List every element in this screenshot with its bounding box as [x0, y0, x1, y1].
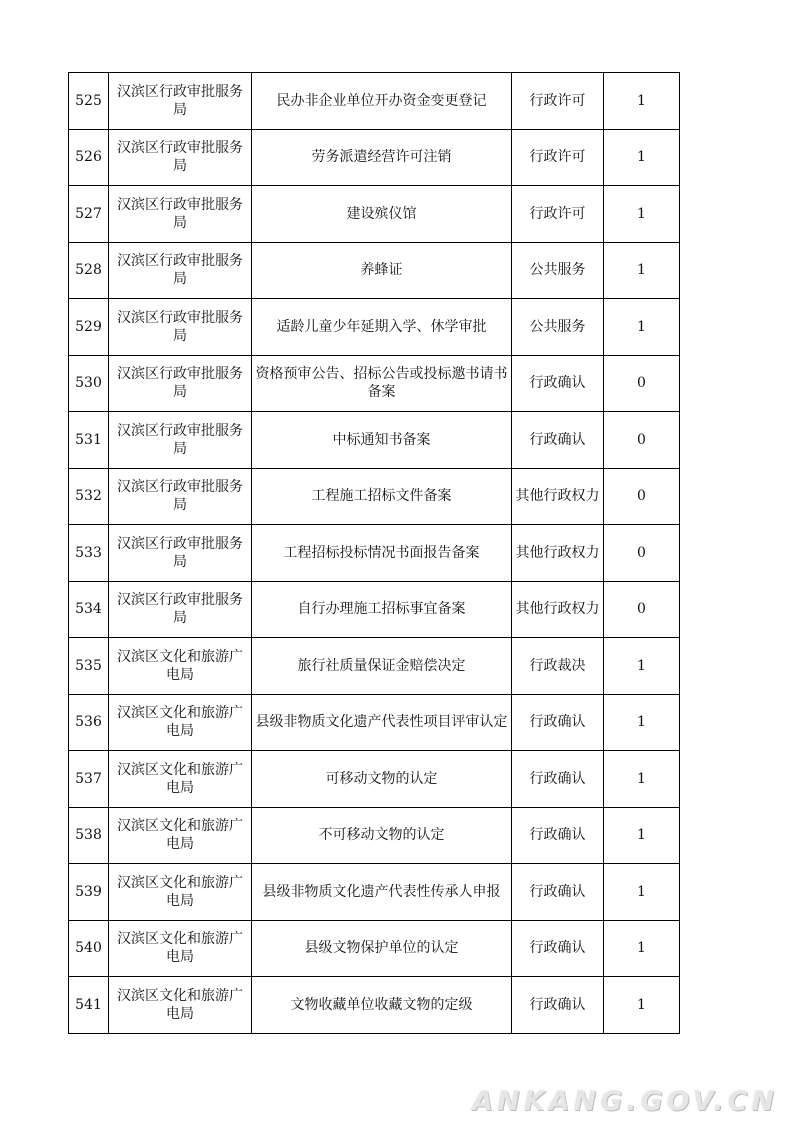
row-number-cell: 527	[69, 186, 109, 243]
count-cell: 1	[604, 807, 680, 864]
table-row	[69, 129, 680, 186]
item-name-cell: 适龄儿童少年延期入学、休学审批	[252, 299, 512, 356]
item-type-cell: 行政确认	[512, 977, 604, 1034]
department-cell: 汉滨区行政审批服务局	[109, 581, 252, 638]
item-type-cell: 行政许可	[512, 73, 604, 130]
row-number-cell: 538	[69, 807, 109, 864]
row-number-cell: 541	[69, 977, 109, 1034]
count-cell: 1	[604, 920, 680, 977]
item-name-cell: 养蜂证	[252, 242, 512, 299]
item-type-cell: 其他行政权力	[512, 468, 604, 525]
table-row	[69, 694, 680, 751]
department-cell: 汉滨区文化和旅游广电局	[109, 638, 252, 695]
count-cell: 1	[604, 129, 680, 186]
table-row	[69, 299, 680, 356]
department-cell: 汉滨区文化和旅游广电局	[109, 694, 252, 751]
row-number-cell: 534	[69, 581, 109, 638]
row-number-cell: 528	[69, 242, 109, 299]
table-row	[69, 807, 680, 864]
item-name-cell: 工程施工招标文件备案	[252, 468, 512, 525]
row-number-cell: 532	[69, 468, 109, 525]
item-type-cell: 行政确认	[512, 751, 604, 808]
row-number-cell: 540	[69, 920, 109, 977]
item-type-cell: 行政确认	[512, 864, 604, 921]
item-type-cell: 公共服务	[512, 299, 604, 356]
item-type-cell: 行政确认	[512, 694, 604, 751]
count-cell: 1	[604, 73, 680, 130]
item-type-cell: 其他行政权力	[512, 581, 604, 638]
department-cell: 汉滨区行政审批服务局	[109, 299, 252, 356]
count-cell: 0	[604, 525, 680, 582]
department-cell: 汉滨区行政审批服务局	[109, 73, 252, 130]
item-name-cell: 资格预审公告、招标公告或投标邀书请书备案	[252, 355, 512, 412]
count-cell: 0	[604, 355, 680, 412]
count-cell: 0	[604, 581, 680, 638]
table-row	[69, 412, 680, 469]
item-name-cell: 建设殡仪馆	[252, 186, 512, 243]
row-number-cell: 536	[69, 694, 109, 751]
count-cell: 1	[604, 977, 680, 1034]
item-type-cell: 行政确认	[512, 412, 604, 469]
count-cell: 1	[604, 864, 680, 921]
table-row	[69, 638, 680, 695]
department-cell: 汉滨区行政审批服务局	[109, 412, 252, 469]
item-type-cell: 行政裁决	[512, 638, 604, 695]
row-number-cell: 531	[69, 412, 109, 469]
item-type-cell: 行政确认	[512, 355, 604, 412]
department-cell: 汉滨区文化和旅游广电局	[109, 920, 252, 977]
table-row	[69, 468, 680, 525]
table-row	[69, 73, 680, 130]
department-cell: 汉滨区行政审批服务局	[109, 242, 252, 299]
item-name-cell: 工程招标投标情况书面报告备案	[252, 525, 512, 582]
item-name-cell: 不可移动文物的认定	[252, 807, 512, 864]
department-cell: 汉滨区行政审批服务局	[109, 468, 252, 525]
department-cell: 汉滨区文化和旅游广电局	[109, 977, 252, 1034]
item-name-cell: 县级非物质文化遗产代表性传承人申报	[252, 864, 512, 921]
count-cell: 0	[604, 412, 680, 469]
count-cell: 1	[604, 299, 680, 356]
table-row	[69, 977, 680, 1034]
row-number-cell: 529	[69, 299, 109, 356]
item-name-cell: 可移动文物的认定	[252, 751, 512, 808]
table-row	[69, 864, 680, 921]
item-type-cell: 其他行政权力	[512, 525, 604, 582]
item-name-cell: 旅行社质量保证金赔偿决定	[252, 638, 512, 695]
count-cell: 1	[604, 242, 680, 299]
site-watermark: ANKANG.GOV.CN	[472, 1086, 778, 1117]
department-cell: 汉滨区行政审批服务局	[109, 129, 252, 186]
item-name-cell: 民办非企业单位开办资金变更登记	[252, 73, 512, 130]
department-cell: 汉滨区行政审批服务局	[109, 355, 252, 412]
item-type-cell: 行政确认	[512, 920, 604, 977]
count-cell: 0	[604, 468, 680, 525]
row-number-cell: 525	[69, 73, 109, 130]
table-row	[69, 242, 680, 299]
items-table	[68, 72, 680, 1034]
row-number-cell: 535	[69, 638, 109, 695]
table-row	[69, 581, 680, 638]
item-type-cell: 公共服务	[512, 242, 604, 299]
table-body	[69, 73, 680, 1034]
count-cell: 1	[604, 638, 680, 695]
item-name-cell: 劳务派遣经营许可注销	[252, 129, 512, 186]
table-row	[69, 525, 680, 582]
table-row	[69, 751, 680, 808]
count-cell: 1	[604, 694, 680, 751]
department-cell: 汉滨区文化和旅游广电局	[109, 807, 252, 864]
table-row	[69, 186, 680, 243]
item-name-cell: 县级非物质文化遗产代表性项目评审认定	[252, 694, 512, 751]
table-row	[69, 355, 680, 412]
count-cell: 1	[604, 751, 680, 808]
row-number-cell: 533	[69, 525, 109, 582]
count-cell: 1	[604, 186, 680, 243]
item-type-cell: 行政许可	[512, 186, 604, 243]
item-name-cell: 县级文物保护单位的认定	[252, 920, 512, 977]
row-number-cell: 530	[69, 355, 109, 412]
department-cell: 汉滨区文化和旅游广电局	[109, 864, 252, 921]
item-type-cell: 行政许可	[512, 129, 604, 186]
item-type-cell: 行政确认	[512, 807, 604, 864]
department-cell: 汉滨区行政审批服务局	[109, 525, 252, 582]
item-name-cell: 中标通知书备案	[252, 412, 512, 469]
item-name-cell: 文物收藏单位收藏文物的定级	[252, 977, 512, 1034]
table-row	[69, 920, 680, 977]
row-number-cell: 526	[69, 129, 109, 186]
row-number-cell: 539	[69, 864, 109, 921]
row-number-cell: 537	[69, 751, 109, 808]
department-cell: 汉滨区文化和旅游广电局	[109, 751, 252, 808]
department-cell: 汉滨区行政审批服务局	[109, 186, 252, 243]
item-name-cell: 自行办理施工招标事宜备案	[252, 581, 512, 638]
